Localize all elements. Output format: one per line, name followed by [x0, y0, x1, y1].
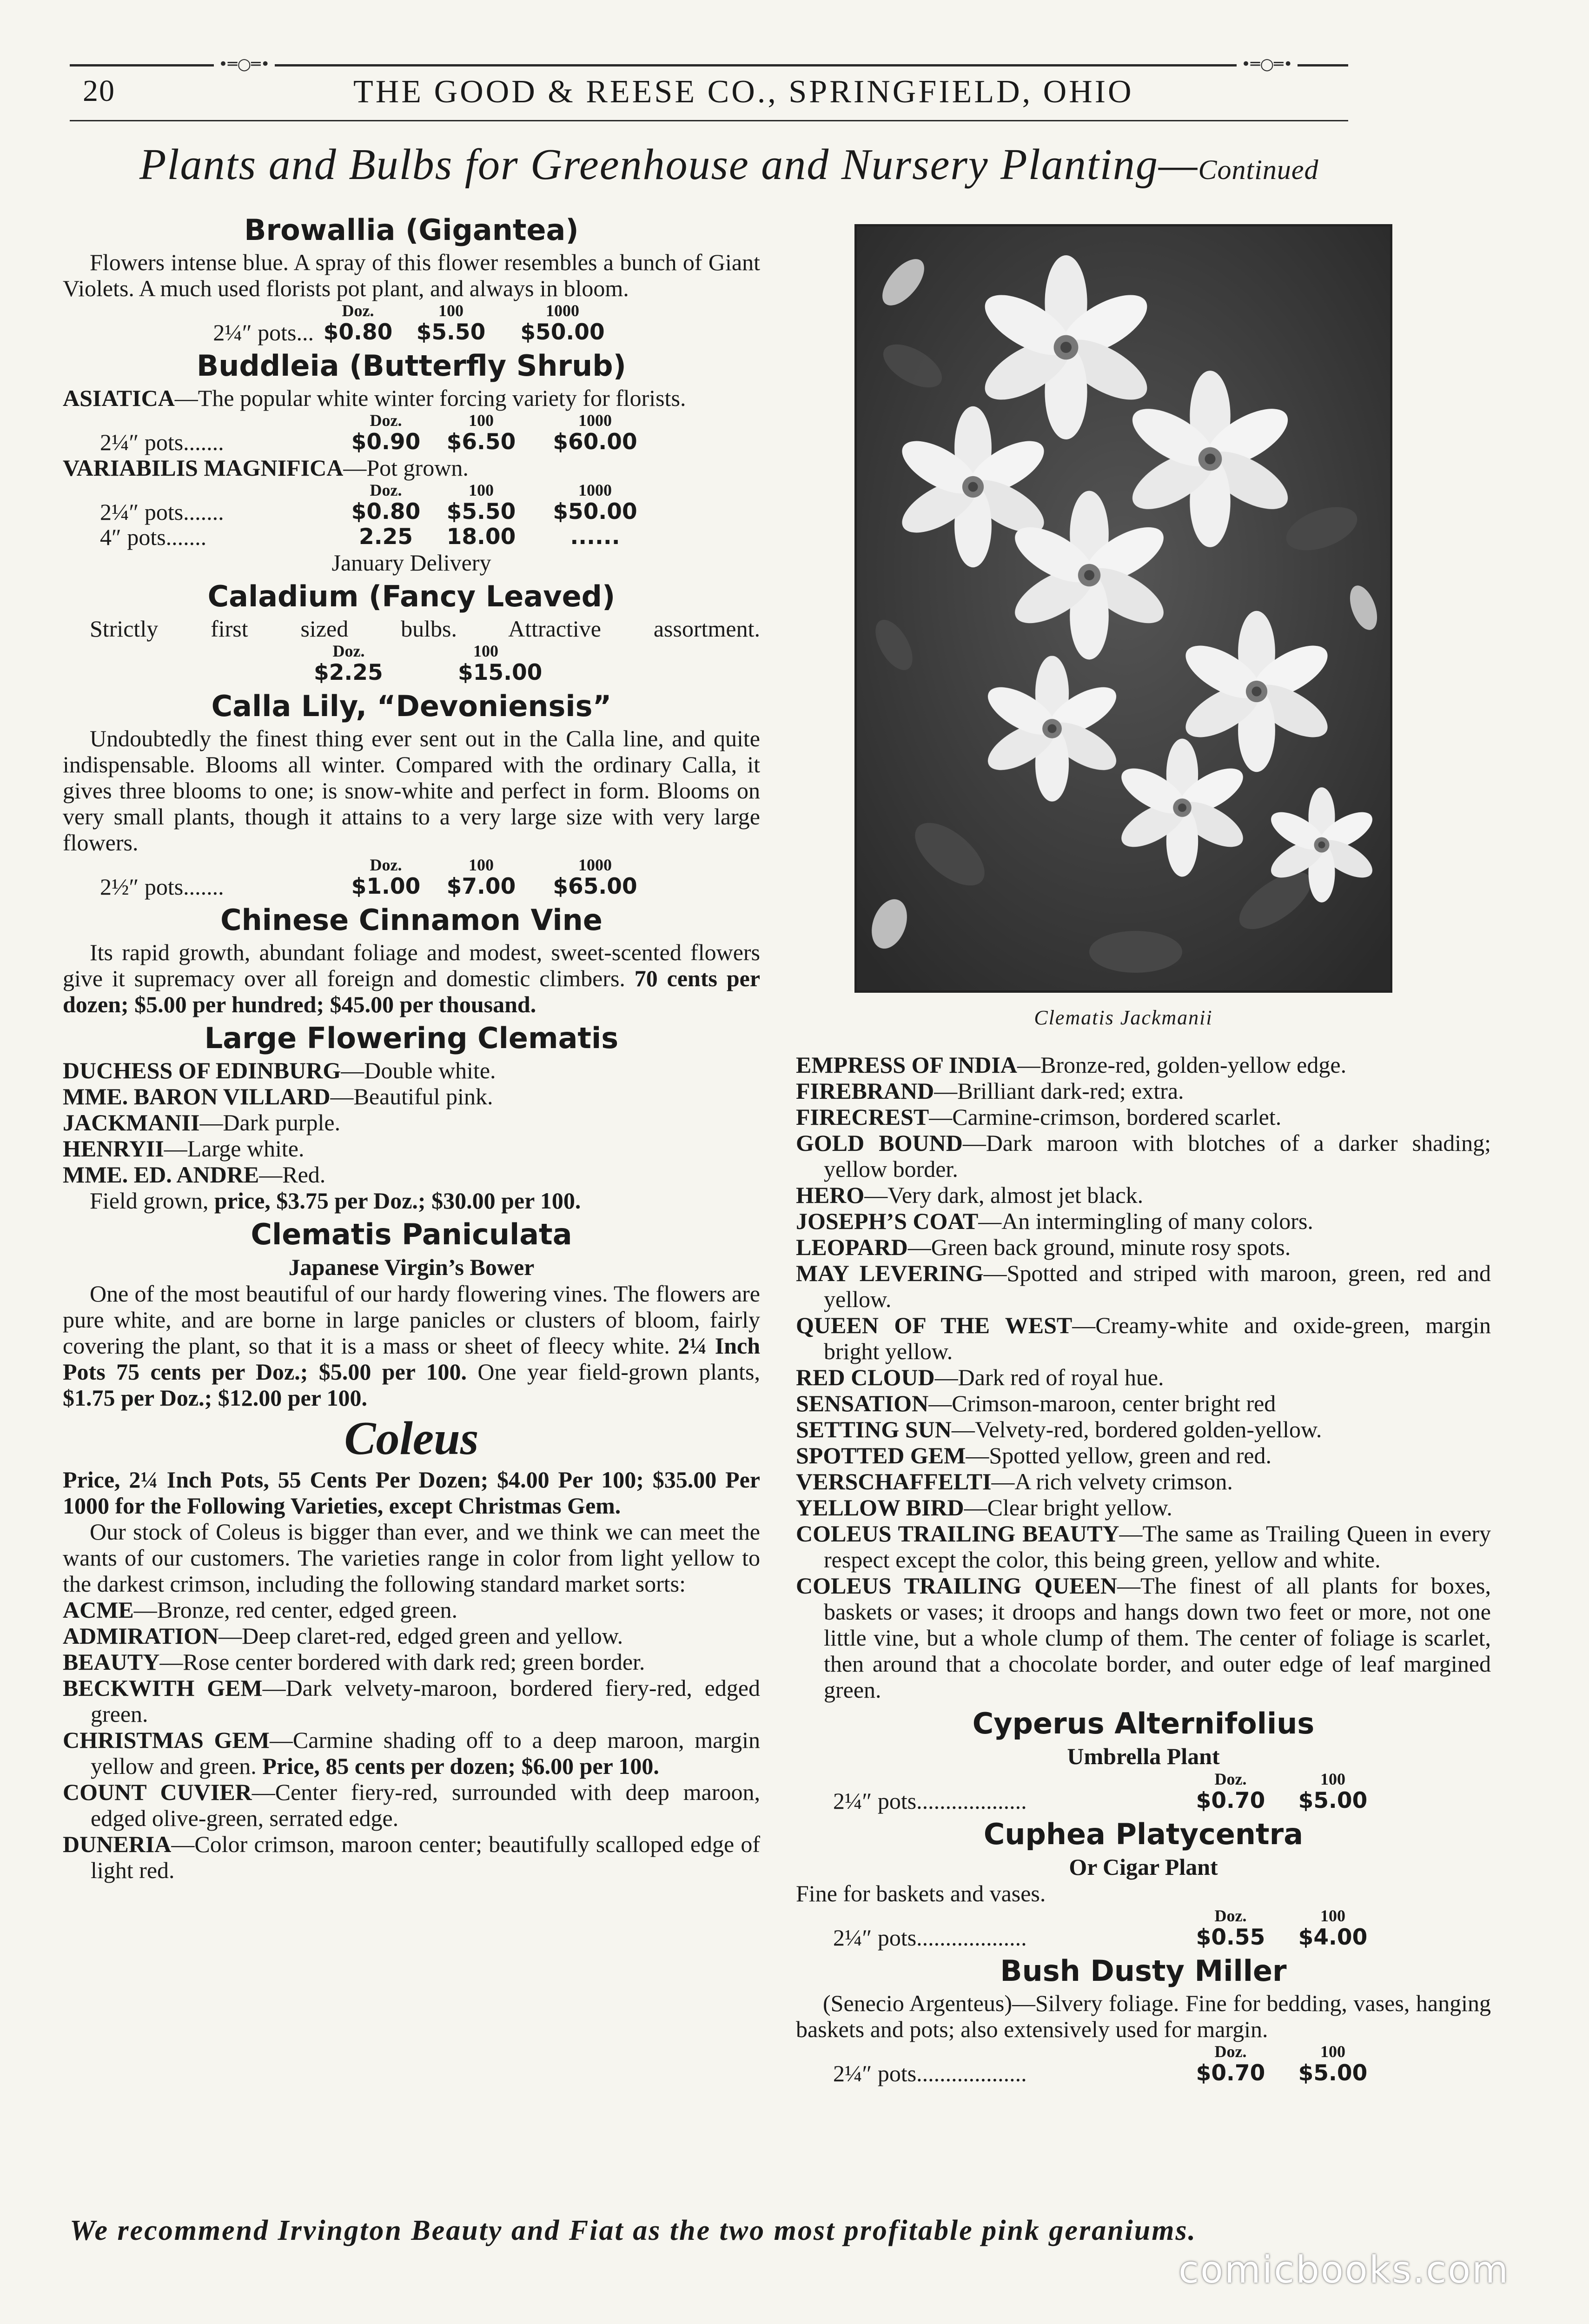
price-doz: $0.90: [351, 429, 421, 455]
col-doz: Doz.: [370, 411, 402, 430]
dusty-miller-text: (Senecio Argenteus)—Silvery foliage. Fine for bedding, vases, hanging baskets and pots; also extensively used for margin.: [796, 1990, 1491, 2042]
coleus-variety: [796, 1521, 1491, 1573]
variety-name: BECKWITH GEM: [63, 1675, 263, 1701]
dusty-miller-price-row: [796, 2061, 1491, 2086]
coleus-variety: [796, 1260, 1491, 1312]
cyperus-subheading: Umbrella Plant: [1067, 1743, 1220, 1769]
price-1000: $65.00: [553, 874, 637, 899]
coleus-variety: [796, 1104, 1491, 1130]
cinnamon-price: 70 cents per dozen; $5.00 per hundred; $45.00 per thousand.: [63, 965, 761, 1017]
variety-desc: —Dark maroon with blotches of a darker shading; yellow border.: [824, 1130, 1491, 1182]
coleus-variety: [796, 1234, 1491, 1260]
right-column: [796, 1052, 1491, 2086]
col-doz: Doz.: [342, 301, 374, 320]
variety-name: YELLOW BIRD: [796, 1494, 964, 1521]
clematis-item: [63, 1057, 760, 1083]
price-100: $4.00: [1298, 1925, 1368, 1950]
price-100: $5.50: [416, 319, 486, 345]
variety-desc: —Carmine-crimson, bordered scarlet.: [929, 1104, 1282, 1130]
footer-recommendation: We recommend Irvington Beauty and Fiat as the two most profitable pink geraniums.: [70, 2215, 1197, 2246]
coleus-variety: [796, 1442, 1491, 1468]
variety-name: VERSCHAFFELTI: [796, 1468, 992, 1494]
page-title-continued: Continued: [1198, 154, 1319, 185]
page-number: 20: [83, 74, 115, 108]
buddleia-asiatica: [63, 385, 760, 411]
caladium-heading: Caladium (Fancy Leaved): [207, 579, 616, 613]
price-100: $6.50: [446, 429, 516, 455]
variety-name: ADMIRATION: [63, 1623, 219, 1649]
paniculata-desc-2: One year field-grown plants,: [466, 1359, 760, 1385]
price-100: $5.00: [1298, 1788, 1368, 1813]
cinnamon-text: [63, 939, 760, 1017]
variety-desc: —Very dark, almost jet black.: [864, 1182, 1144, 1208]
price-doz: 2.25: [359, 524, 413, 550]
row-label: 2¼″ pots...................: [833, 2060, 1027, 2086]
coleus-variety: [63, 1779, 760, 1831]
variety-name: DUNERIA: [63, 1831, 172, 1857]
watermark: comicbooks.com: [1179, 2248, 1510, 2291]
paniculata-subheading: Japanese Virgin’s Bower: [288, 1254, 535, 1280]
coleus-heading: Coleus: [344, 1412, 479, 1465]
buddleia-delivery: January Delivery: [331, 550, 491, 576]
coleus-variety: [796, 1390, 1491, 1416]
price-1000: $60.00: [553, 429, 637, 455]
variety-desc: —Large white.: [164, 1135, 305, 1162]
buddleia-heading: Buddleia (Butterfly Shrub): [197, 349, 626, 383]
clematis-large-heading: Large Flowering Clematis: [204, 1021, 619, 1055]
variety-desc: —The same as Trailing Queen in every respect except the color, this being green, yellow and white.: [824, 1521, 1491, 1573]
variety-name: ASIATICA: [63, 385, 175, 411]
running-title: THE GOOD & REESE CO., SPRINGFIELD, OHIO: [353, 74, 1134, 110]
variety-desc: —Deep claret-red, edged green and yellow.: [218, 1623, 623, 1649]
variety-name: BEAUTY: [63, 1649, 160, 1675]
row-label: 2½″ pots.......: [100, 874, 224, 900]
paniculata-desc: One of the most beautiful of our hardy flowering vines. The flowers are pure white, and are borne in large panicles or clusters of bloom, fairly covering the plant, so that it is a mass or sheet of fleecy white.: [63, 1281, 760, 1359]
variety-name: EMPRESS OF INDIA: [796, 1052, 1017, 1078]
variety-name: MME. BARON VILLARD: [63, 1083, 331, 1109]
coleus-intro: Our stock of Coleus is bigger than ever, and we think we can meet the wants of our customers. The varieties range in color from light yellow to the darkest crimson, including the following standard market sorts:: [63, 1519, 760, 1597]
buddleia-asiatica-row: [63, 430, 760, 455]
variety-name: COLEUS TRAILING BEAUTY: [796, 1521, 1119, 1547]
variety-name: RED CLOUD: [796, 1364, 935, 1390]
variety-name: SETTING SUN: [796, 1416, 952, 1442]
coleus-variety: [63, 1831, 760, 1883]
col-100: 100: [469, 411, 494, 430]
variety-name: QUEEN OF THE WEST: [796, 1312, 1073, 1338]
buddleia-price-header: [63, 411, 760, 430]
variety-desc: —Double white.: [341, 1057, 496, 1083]
coleus-variety: [796, 1208, 1491, 1234]
col-100: 100: [469, 481, 494, 499]
ornament-left-icon: •═○═•: [214, 55, 275, 73]
variety-name: MAY LEVERING: [796, 1260, 984, 1286]
variety-name: HERO: [796, 1182, 865, 1208]
variety-name: COLEUS TRAILING QUEEN: [796, 1573, 1117, 1599]
coleus-variety: [796, 1052, 1491, 1078]
clematis-photo: [854, 224, 1392, 993]
caladium-price-row: [63, 660, 760, 685]
variety-desc: —Bronze, red center, edged green.: [133, 1597, 458, 1623]
col-doz: Doz.: [1214, 2042, 1247, 2061]
calla-price-header: [63, 856, 760, 874]
variety-price: Price, 85 cents per dozen; $6.00 per 100.: [262, 1753, 659, 1779]
col-100: 100: [1320, 1770, 1345, 1788]
price-doz: $0.55: [1196, 1925, 1265, 1950]
cinnamon-heading: Chinese Cinnamon Vine: [220, 903, 602, 937]
col-100: 100: [469, 856, 494, 874]
coleus-variety: [63, 1649, 760, 1675]
price-100: $15.00: [458, 660, 543, 685]
paniculata-price-2: $1.75 per Doz.; $12.00 per 100.: [63, 1385, 368, 1411]
price-1000: ......: [570, 524, 620, 550]
col-doz: Doz.: [370, 856, 402, 874]
cyperus-price-header: [796, 1770, 1491, 1788]
photo-caption: Clematis Jackmanii: [1034, 1006, 1213, 1029]
variety-desc: —Crimson-maroon, center bright red: [928, 1390, 1276, 1416]
dusty-miller-heading: Bush Dusty Miller: [1000, 1954, 1287, 1988]
coleus-variety: [796, 1130, 1491, 1182]
cyperus-heading: Cyperus Alternifolius: [972, 1706, 1315, 1740]
coleus-price-text: Price, 2¼ Inch Pots, 55 Cents Per Dozen; $4.00 Per 100; $35.00 Per 1000 for the Following Varieties, except Christmas Gem.: [63, 1467, 760, 1519]
clematis-item: [63, 1162, 760, 1188]
price-doz: $0.70: [1196, 1788, 1265, 1813]
coleus-variety: [796, 1182, 1491, 1208]
variety-desc: —Rose center bordered with dark red; green border.: [159, 1649, 645, 1675]
variety-name: HENRYII: [63, 1135, 164, 1162]
price-100: $7.00: [446, 874, 516, 899]
calla-text: Undoubtedly the finest thing ever sent out in the Calla line, and quite indispensable. Blooms all winter. Compared with the ordinary Calla, it gives three blooms to one; is snow-white and perfect in form. Blooms on very small plants, though it attains to a very large size with very large flowers.: [63, 725, 760, 856]
variety-desc: —Pot grown.: [343, 455, 469, 481]
price-1000: $50.00: [553, 499, 637, 525]
variety-desc: —An intermingling of many colors.: [978, 1208, 1313, 1234]
variety-desc: —Spotted yellow, green and red.: [966, 1442, 1272, 1468]
variety-desc: —Red.: [259, 1162, 326, 1188]
cuphea-price-row: [796, 1925, 1491, 1950]
variety-name: MME. ED. ANDRE: [63, 1162, 259, 1188]
browallia-price-header: [63, 301, 760, 320]
price-doz: $0.70: [1196, 2060, 1265, 2086]
col-100: 100: [473, 642, 498, 660]
clematis-item: [63, 1109, 760, 1135]
cuphea-subheading: Or Cigar Plant: [1069, 1854, 1218, 1880]
clematis-photo-image: [857, 226, 1390, 990]
cuphea-price-header: [796, 1906, 1491, 1925]
variety-desc: —Bronze-red, golden-yellow edge.: [1017, 1052, 1347, 1078]
paniculata-text: [63, 1281, 760, 1411]
row-label: 4″ pots.......: [100, 524, 207, 550]
row-label: 2¼″ pots.......: [100, 429, 224, 455]
price-doz: $0.80: [323, 319, 393, 345]
browallia-text: Flowers intense blue. A spray of this flower resembles a bunch of Giant Violets. A much used florists pot plant, and always in bloom.: [63, 249, 760, 301]
field-price: price, $3.75 per Doz.; $30.00 per 100.: [214, 1188, 581, 1214]
price-doz: $1.00: [351, 874, 421, 899]
coleus-variety: [796, 1494, 1491, 1521]
clematis-field-price: [63, 1188, 760, 1214]
variety-name: COUNT CUVIER: [63, 1779, 252, 1805]
ornament-right-icon: •═○═•: [1237, 55, 1298, 73]
variety-desc: —Green back ground, minute rosy spots.: [907, 1234, 1291, 1260]
cuphea-heading: Cuphea Platycentra: [983, 1817, 1304, 1851]
caladium-price-header: [63, 642, 760, 660]
variety-desc: —Creamy-white and oxide-green, margin bright yellow.: [824, 1312, 1491, 1364]
coleus-variety: [796, 1312, 1491, 1364]
buddleia-variabilis-row-1: [63, 499, 760, 525]
row-label: 2¼″ pots...: [213, 319, 314, 345]
clematis-item: [63, 1135, 760, 1162]
buddleia-variabilis-row-2: [63, 525, 760, 550]
caladium-text: Strictly first sized bulbs. Attractive assortment.: [90, 616, 760, 642]
dusty-miller-price-header: [796, 2042, 1491, 2061]
col-100: 100: [438, 301, 463, 320]
variety-desc: —Color crimson, maroon center; beautifully scalloped edge of light red.: [91, 1831, 760, 1883]
coleus-variety: [796, 1078, 1491, 1104]
cinnamon-desc: Its rapid growth, abundant foliage and modest, sweet-scented flowers give it supremacy over all foreign and domestic climbers.: [63, 939, 760, 991]
col-doz: Doz.: [1214, 1906, 1247, 1925]
cyperus-price-row: [796, 1788, 1491, 1813]
variety-desc: —Velvety-red, bordered golden-yellow.: [951, 1416, 1322, 1442]
variety-desc: —Carmine shading off to a deep maroon, margin yellow and green.: [91, 1727, 760, 1779]
variety-desc: —Dark velvety-maroon, bordered fiery-red, edged green.: [91, 1675, 760, 1727]
field-text: Field grown,: [90, 1188, 215, 1214]
price-100: $5.00: [1298, 2060, 1368, 2086]
browallia-heading: Browallia (Gigantea): [244, 213, 579, 247]
variety-desc: —Center fiery-red, surrounded with deep maroon, edged olive-green, serrated edge.: [91, 1779, 760, 1831]
col-1000: 1000: [578, 481, 612, 499]
col-doz: Doz.: [1214, 1770, 1247, 1788]
row-label: 2¼″ pots.......: [100, 499, 224, 525]
price-doz: $0.80: [351, 499, 421, 525]
clematis-item: [63, 1083, 760, 1109]
variety-desc: —Dark purple.: [199, 1109, 341, 1135]
price-doz: $2.25: [314, 660, 383, 685]
variety-name: FIRECREST: [796, 1104, 929, 1130]
header-rule-bottom: [70, 120, 1348, 121]
coleus-variety: [796, 1468, 1491, 1494]
variety-name: LEOPARD: [796, 1234, 908, 1260]
variety-desc: —A rich velvety crimson.: [991, 1468, 1233, 1494]
page-title: [139, 139, 1319, 190]
variety-name: ACME: [63, 1597, 134, 1623]
col-doz: Doz.: [370, 481, 402, 499]
paniculata-heading: Clematis Paniculata: [251, 1217, 572, 1251]
calla-heading: Calla Lily, “Devoniensis”: [211, 689, 612, 723]
price-1000: $50.00: [520, 319, 605, 345]
buddleia-variabilis: [63, 455, 760, 481]
col-100: 100: [1320, 2042, 1345, 2061]
browallia-price-row: [63, 320, 760, 345]
variety-name: GOLD BOUND: [796, 1130, 963, 1156]
col-100: 100: [1320, 1906, 1345, 1925]
coleus-variety: [796, 1573, 1491, 1703]
coleus-variety: [796, 1364, 1491, 1390]
variety-name: DUCHESS OF EDINBURG: [63, 1057, 341, 1083]
coleus-variety: [796, 1416, 1491, 1442]
col-1000: 1000: [578, 411, 612, 430]
calla-price-row: [63, 874, 760, 899]
coleus-variety: [63, 1675, 760, 1727]
variety-desc: —Dark red of royal hue.: [934, 1364, 1164, 1390]
price-100: $5.50: [446, 499, 516, 525]
col-1000: 1000: [578, 856, 612, 874]
variety-desc: —The finest of all plants for boxes, baskets or vases; it droops and hangs down two feet or more, not one little vine, but a whole clump of them. The center of foliage is scarlet, then around that a chocolate border, and outer edge of leaf margined green.: [824, 1573, 1491, 1703]
buddleia-variabilis-header: [63, 481, 760, 499]
variety-desc: —Beautiful pink.: [330, 1083, 493, 1109]
variety-name: FIREBRAND: [796, 1078, 934, 1104]
paniculata-price-1: 2¼ Inch Pots 75 cents per Doz.; $5.00 per 100.: [63, 1333, 761, 1385]
variety-desc: —Clear bright yellow.: [964, 1494, 1172, 1521]
left-column: [63, 209, 760, 1883]
variety-desc: —Brilliant dark-red; extra.: [934, 1078, 1184, 1104]
coleus-variety: [63, 1727, 760, 1779]
coleus-variety: [63, 1623, 760, 1649]
variety-desc: —The popular white winter forcing variety for florists.: [174, 385, 686, 411]
cuphea-text: Fine for baskets and vases.: [796, 1880, 1046, 1906]
price-100: 18.00: [446, 524, 516, 550]
col-1000: 1000: [546, 301, 579, 320]
variety-name: VARIABILIS MAGNIFICA: [63, 455, 344, 481]
page-title-main: Plants and Bulbs for Greenhouse and Nursery Planting—: [139, 140, 1198, 189]
col-doz: Doz.: [332, 642, 365, 660]
row-label: 2¼″ pots...................: [833, 1925, 1027, 1951]
row-label: 2¼″ pots...................: [833, 1788, 1027, 1814]
variety-name: SENSATION: [796, 1390, 929, 1416]
variety-name: JACKMANII: [63, 1109, 200, 1135]
variety-name: JOSEPH’S COAT: [796, 1208, 979, 1234]
variety-desc: —Spotted and striped with maroon, green, red and yellow.: [824, 1260, 1491, 1312]
coleus-variety: [63, 1597, 760, 1623]
variety-name: CHRISTMAS GEM: [63, 1727, 270, 1753]
variety-name: SPOTTED GEM: [796, 1442, 966, 1468]
